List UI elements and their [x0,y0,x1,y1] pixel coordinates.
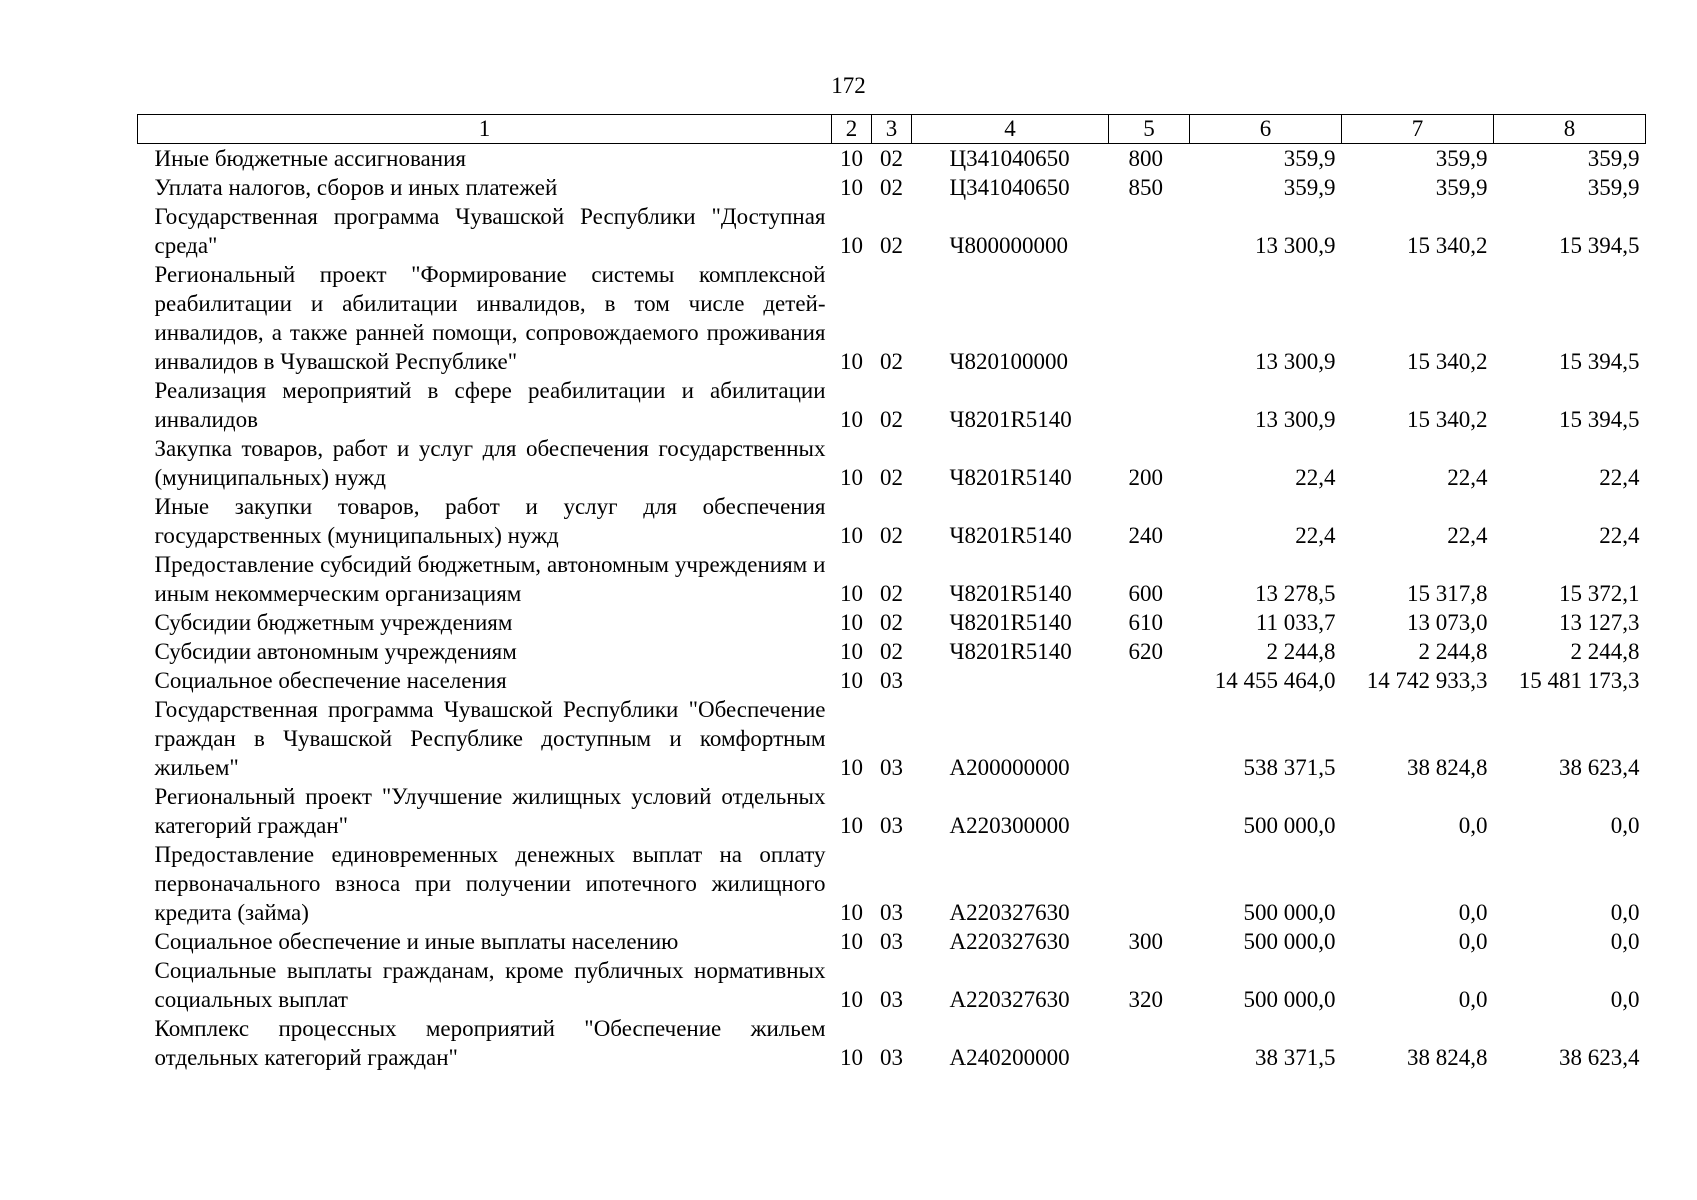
row-target-article: Ч8201R5140 [949,523,1072,548]
row-section: 10 [840,987,863,1012]
table-row [138,956,1646,1014]
row-amount-col7: 0,0 [1458,929,1488,954]
table-row [138,173,1646,202]
row-section: 10 [840,900,863,925]
table-header [138,115,1646,144]
row-expense-type [1109,376,1190,434]
row-expense-type: 240 [1128,523,1163,548]
row-amount-col8: 15 481 173,3 [1518,668,1640,693]
row-name: Предоставление субсидий бюджетным, автономным учреждениям и иным некоммерческим организациям [154,552,826,606]
row-subsection: 02 [880,407,903,432]
row-name: Региональный проект "Формирование системы комплексной реабилитации и абилитации инвалидов, в том числе детей-инвалидов, а также ранней помощи, сопровождаемого проживания инвалидов в Чувашской Республике" [154,262,826,374]
row-amount-col7: 38 824,8 [1407,1045,1488,1070]
row-subsection: 02 [880,523,903,548]
row-target-article: Ч800000000 [949,233,1068,258]
row-target-article: А220327630 [949,900,1070,925]
row-amount-col6: 13 300,9 [1255,349,1336,374]
row-amount-col8: 359,9 [1587,175,1640,200]
row-section: 10 [840,813,863,838]
row-name: Социальное обеспечение населения [154,668,507,693]
row-name: Социальное обеспечение и иные выплаты населению [154,929,679,954]
row-name: Реализация мероприятий в сфере реабилитации и абилитации инвалидов [154,378,826,432]
row-amount-col7: 15 317,8 [1407,581,1488,606]
row-amount-col7: 0,0 [1458,900,1488,925]
row-amount-col6: 13 300,9 [1255,407,1336,432]
row-name: Субсидии автономным учреждениям [154,639,517,664]
row-amount-col6: 22,4 [1295,523,1336,548]
row-subsection: 03 [880,813,903,838]
table-row [138,260,1646,376]
row-section: 10 [840,146,863,171]
row-target-article: Ч8201R5140 [949,639,1072,664]
table-row [138,376,1646,434]
row-amount-col7: 15 340,2 [1407,349,1488,374]
row-expense-type: 610 [1128,610,1163,635]
row-section: 10 [840,1045,863,1070]
row-expense-type [1109,840,1190,927]
row-section: 10 [840,407,863,432]
row-expense-type: 850 [1128,175,1163,200]
row-subsection: 03 [880,987,903,1012]
row-target-article: А240200000 [949,1045,1070,1070]
row-name: Комплекс процессных мероприятий "Обеспечение жильем отдельных категорий граждан" [154,1016,826,1070]
header-col-7: 7 [1342,115,1494,144]
table-row [138,492,1646,550]
row-amount-col8: 2 244,8 [1570,639,1640,664]
row-name: Социальные выплаты гражданам, кроме публичных нормативных социальных выплат [154,958,826,1012]
budget-table-container [137,114,1645,1072]
table-row [138,434,1646,492]
row-expense-type: 620 [1128,639,1163,664]
row-amount-col6: 500 000,0 [1243,929,1336,954]
row-target-article: Ч820100000 [949,349,1068,374]
row-subsection: 02 [880,639,903,664]
row-expense-type: 600 [1128,581,1163,606]
row-subsection: 03 [880,668,903,693]
row-amount-col6: 13 278,5 [1255,581,1336,606]
row-amount-col7: 14 742 933,3 [1366,668,1488,693]
row-target-article: А220300000 [949,813,1070,838]
table-body [138,144,1646,1073]
row-expense-type [1109,695,1190,782]
row-amount-col8: 0,0 [1610,929,1640,954]
row-amount-col8: 15 394,5 [1559,233,1640,258]
row-expense-type [1109,1014,1190,1072]
table-row [138,927,1646,956]
row-expense-type: 200 [1128,465,1163,490]
row-subsection: 02 [880,146,903,171]
table-row [138,782,1646,840]
table-row [138,637,1646,666]
row-amount-col6: 14 455 464,0 [1214,668,1336,693]
table-row [138,144,1646,174]
row-target-article: А200000000 [949,755,1070,780]
row-section: 10 [840,929,863,954]
row-amount-col8: 13 127,3 [1559,610,1640,635]
row-section: 10 [840,175,863,200]
row-section: 10 [840,233,863,258]
row-name: Иные закупки товаров, работ и услуг для обеспечения государственных (муниципальных) нужд [154,494,826,548]
table-row [138,550,1646,608]
row-expense-type [1109,666,1190,695]
row-amount-col6: 359,9 [1283,146,1336,171]
table-row [138,608,1646,637]
header-col-8: 8 [1494,115,1646,144]
row-section: 10 [840,639,863,664]
row-amount-col6: 500 000,0 [1243,900,1336,925]
row-amount-col6: 538 371,5 [1243,755,1336,780]
row-expense-type: 300 [1128,929,1163,954]
row-section: 10 [840,523,863,548]
row-amount-col6: 38 371,5 [1255,1045,1336,1070]
row-name: Субсидии бюджетным учреждениям [154,610,513,635]
row-amount-col8: 15 372,1 [1559,581,1640,606]
row-target-article: Ч8201R5140 [949,581,1072,606]
row-target-article: Ч8201R5140 [949,465,1072,490]
row-target-article: Ц341040650 [949,146,1070,171]
row-amount-col8: 0,0 [1610,813,1640,838]
row-amount-col7: 38 824,8 [1407,755,1488,780]
row-amount-col8: 0,0 [1610,987,1640,1012]
row-target-article: Ч8201R5140 [949,610,1072,635]
header-col-4: 4 [912,115,1109,144]
row-amount-col7: 0,0 [1458,813,1488,838]
row-amount-col8: 38 623,4 [1559,1045,1640,1070]
row-target-article: А220327630 [949,987,1070,1012]
row-amount-col7: 0,0 [1458,987,1488,1012]
row-subsection: 02 [880,610,903,635]
row-amount-col6: 11 033,7 [1255,610,1336,635]
row-amount-col7: 15 340,2 [1407,407,1488,432]
row-subsection: 02 [880,349,903,374]
row-amount-col7: 15 340,2 [1407,233,1488,258]
row-subsection: 03 [880,755,903,780]
row-target-article: Ч8201R5140 [949,407,1072,432]
row-expense-type [1109,260,1190,376]
header-col-2: 2 [832,115,872,144]
header-col-5: 5 [1109,115,1190,144]
header-col-1: 1 [138,115,832,144]
row-subsection: 02 [880,175,903,200]
row-target-article [912,666,1109,695]
row-amount-col6: 500 000,0 [1243,813,1336,838]
row-name: Государственная программа Чувашской Республики "Доступная среда" [154,204,826,258]
row-expense-type: 320 [1128,987,1163,1012]
row-section: 10 [840,668,863,693]
table-row [138,695,1646,782]
row-section: 10 [840,465,863,490]
row-amount-col7: 2 244,8 [1418,639,1488,664]
row-name: Региональный проект "Улучшение жилищных условий отдельных категорий граждан" [154,784,826,838]
row-name: Уплата налогов, сборов и иных платежей [154,175,558,200]
header-col-3: 3 [872,115,912,144]
header-col-6: 6 [1190,115,1342,144]
row-expense-type [1109,202,1190,260]
row-amount-col7: 22,4 [1447,523,1488,548]
row-amount-col7: 22,4 [1447,465,1488,490]
row-expense-type: 800 [1128,146,1163,171]
table-row [138,202,1646,260]
row-amount-col8: 0,0 [1610,900,1640,925]
page-number: 172 [831,73,866,98]
row-amount-col7: 359,9 [1435,175,1488,200]
row-section: 10 [840,349,863,374]
row-amount-col8: 38 623,4 [1559,755,1640,780]
row-amount-col8: 22,4 [1599,523,1640,548]
row-name: Государственная программа Чувашской Республики "Обеспечение граждан в Чувашской Республике доступным и комфортным жильем" [154,697,826,780]
row-amount-col7: 13 073,0 [1407,610,1488,635]
row-amount-col6: 500 000,0 [1243,987,1336,1012]
table-row [138,840,1646,927]
row-amount-col8: 359,9 [1587,146,1640,171]
row-amount-col6: 2 244,8 [1266,639,1336,664]
row-target-article: Ц341040650 [949,175,1070,200]
row-section: 10 [840,755,863,780]
row-subsection: 02 [880,465,903,490]
row-name: Иные бюджетные ассигнования [154,146,466,171]
row-amount-col6: 13 300,9 [1255,233,1336,258]
row-expense-type [1109,782,1190,840]
row-target-article: А220327630 [949,929,1070,954]
row-amount-col8: 15 394,5 [1559,349,1640,374]
row-name: Закупка товаров, работ и услуг для обеспечения государственных (муниципальных) нужд [154,436,826,490]
row-amount-col6: 359,9 [1283,175,1336,200]
row-amount-col8: 15 394,5 [1559,407,1640,432]
row-amount-col6: 22,4 [1295,465,1336,490]
row-amount-col8: 22,4 [1599,465,1640,490]
row-subsection: 03 [880,900,903,925]
table-row [138,666,1646,695]
budget-table [137,114,1646,1072]
row-subsection: 03 [880,929,903,954]
row-section: 10 [840,610,863,635]
row-amount-col7: 359,9 [1435,146,1488,171]
row-subsection: 02 [880,581,903,606]
row-name: Предоставление единовременных денежных выплат на оплату первоначального взноса при получении ипотечного жилищного кредита (займа) [154,842,826,925]
header-row [138,115,1646,144]
table-row [138,1014,1646,1072]
row-section: 10 [840,581,863,606]
row-subsection: 03 [880,1045,903,1070]
row-subsection: 02 [880,233,903,258]
